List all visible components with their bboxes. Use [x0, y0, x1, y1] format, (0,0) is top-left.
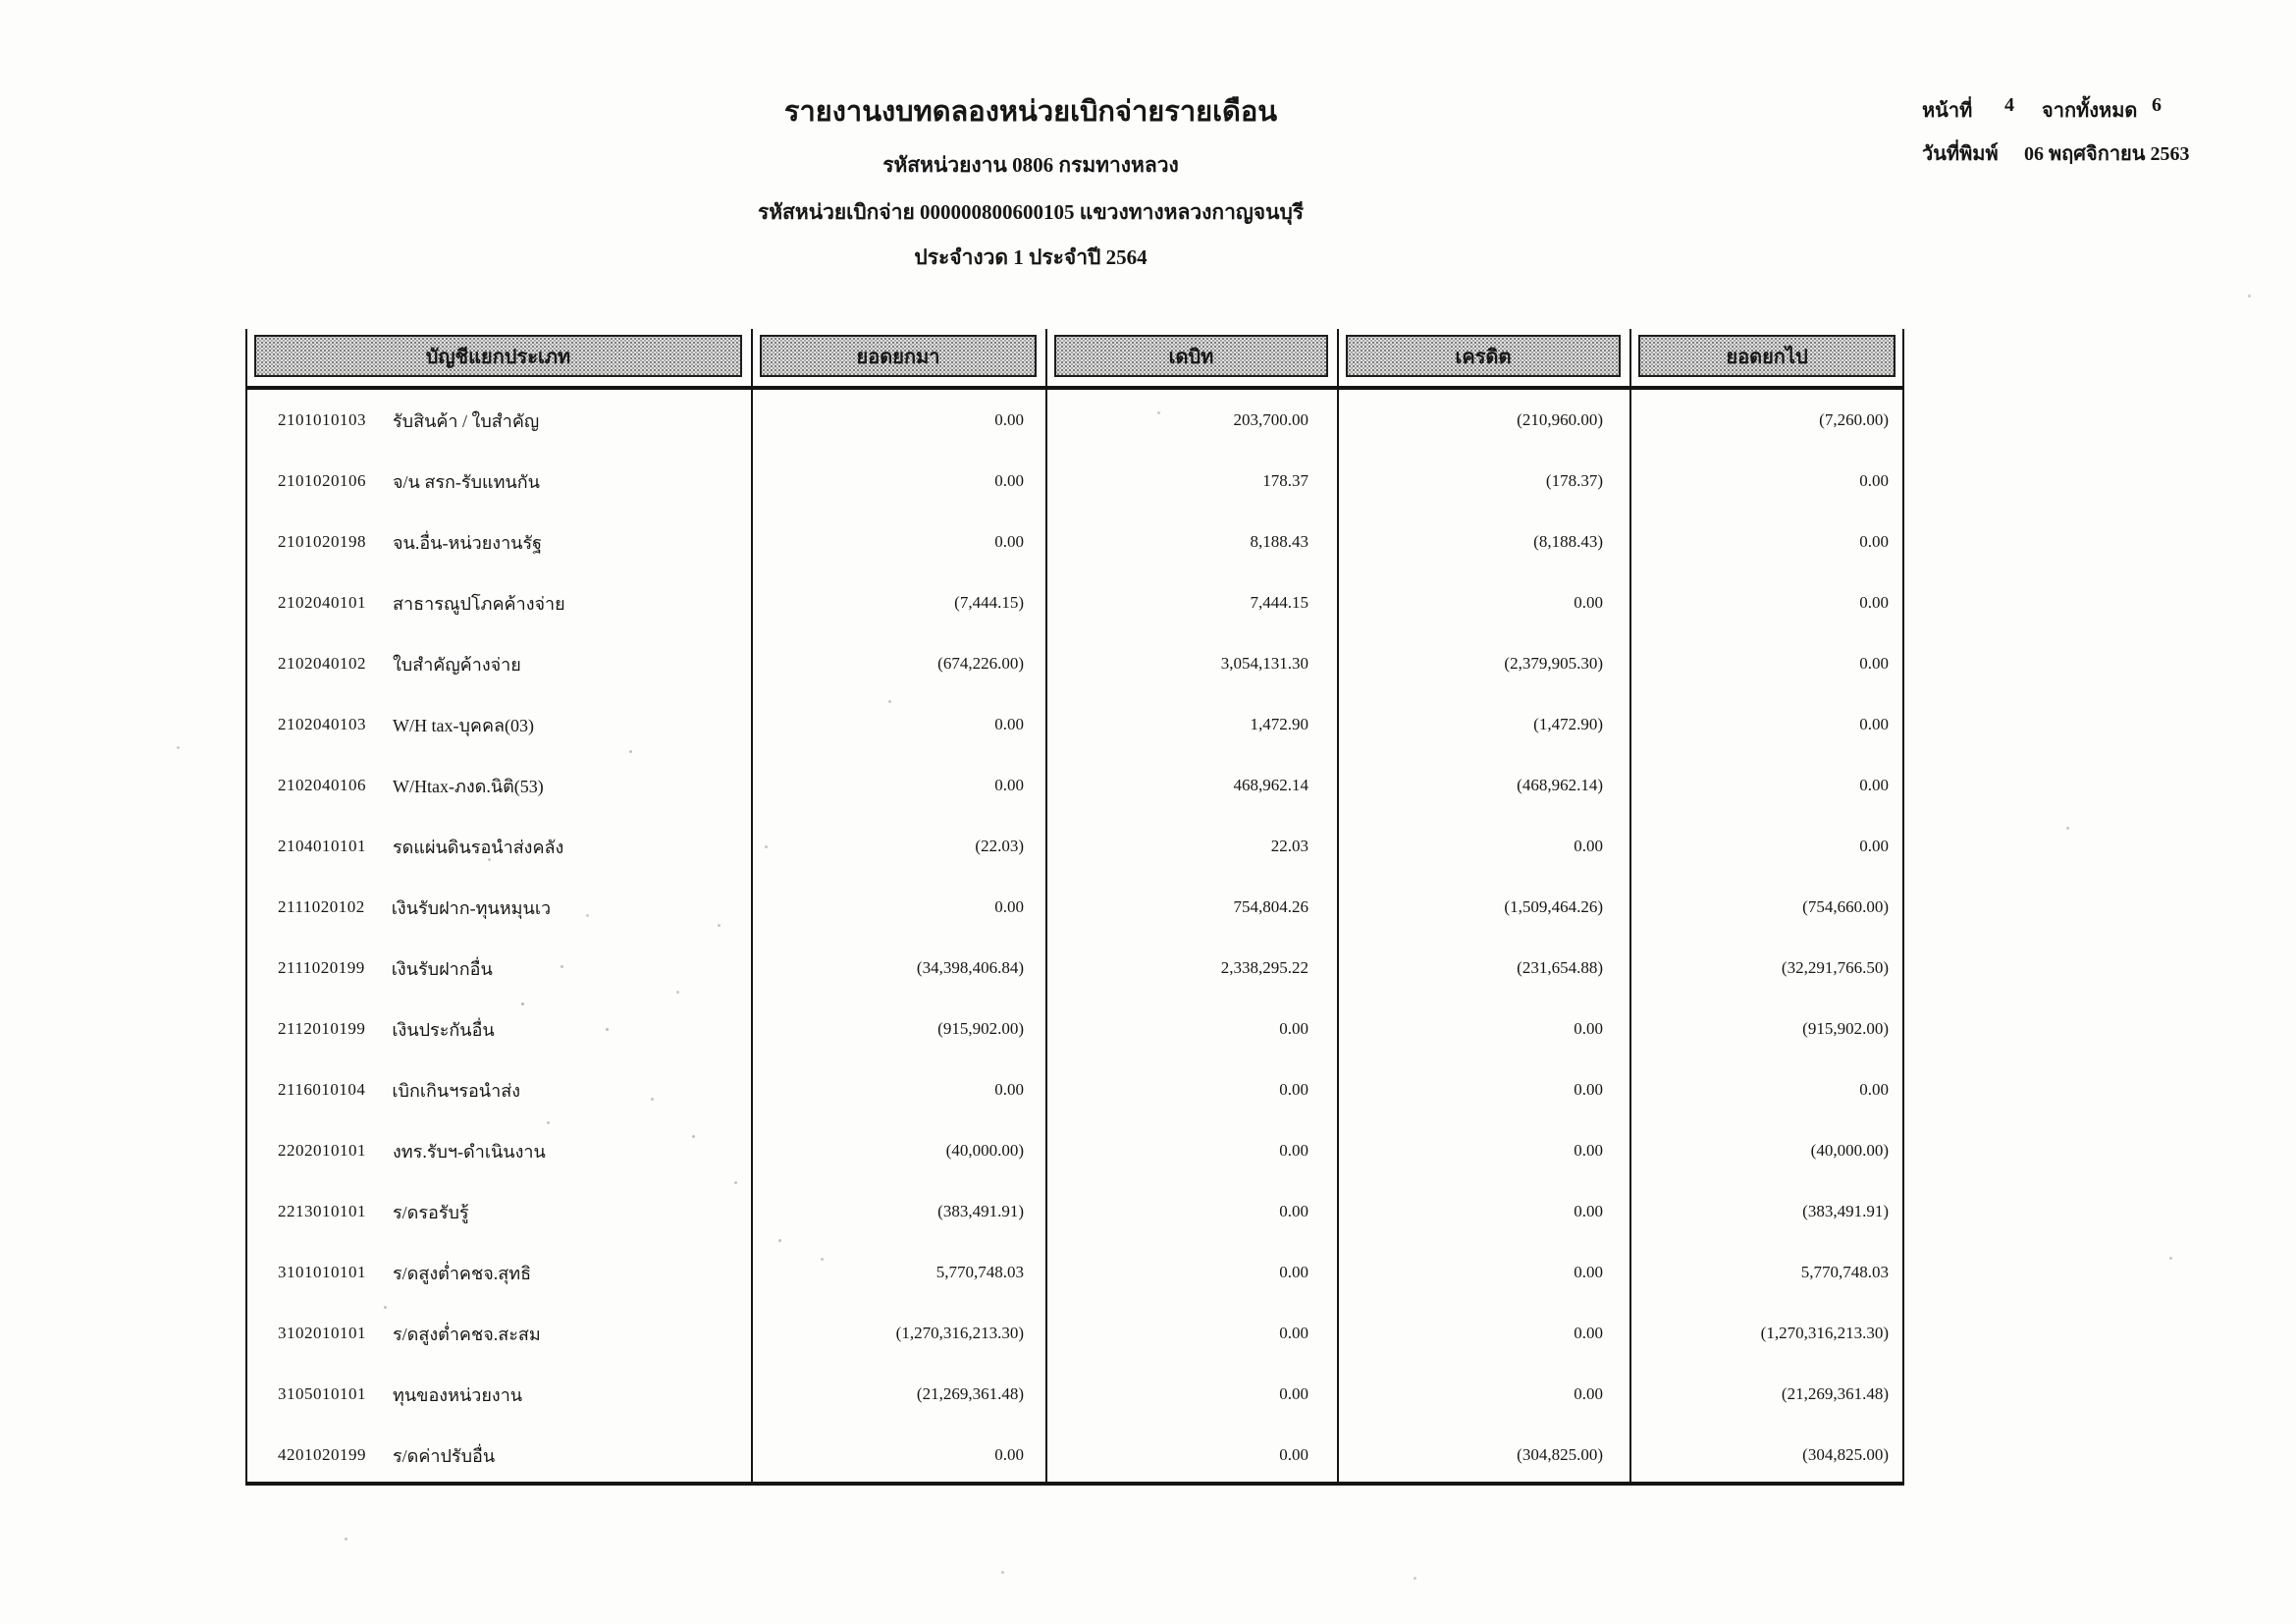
beginning-balance-value: (383,491.91) [937, 1202, 1024, 1220]
table-body [245, 390, 1904, 1486]
beginning-balance-value: (34,398,406.84) [916, 958, 1024, 977]
gl-account-cell [245, 772, 751, 800]
gl-account-cell [245, 467, 751, 496]
beginning-balance-value: (674,226.00) [937, 654, 1024, 673]
table-border-right [1902, 329, 1904, 1482]
total-pages: 6 [2152, 94, 2162, 116]
debit-value: 754,804.26 [1233, 897, 1308, 916]
credit-value: 0.00 [1574, 1202, 1603, 1220]
ending-balance-value: (32,291,766.50) [1781, 958, 1889, 977]
ending-balance-value: 0.00 [1859, 837, 1889, 855]
account-code: 2101010103 [278, 410, 366, 429]
gl-account-cell [245, 1441, 751, 1470]
column-header-gl-account: บัญชีแยกประเภท [254, 335, 742, 377]
debit-value: 0.00 [1279, 1384, 1308, 1403]
debit-value: 0.00 [1279, 1263, 1308, 1281]
account-name: W/H tax-บุคคล(03) [393, 715, 534, 735]
account-name: รับสินค้า / ใบสำคัญ [393, 410, 540, 431]
account-code: 2102040103 [278, 715, 366, 733]
ending-balance-value: (754,660.00) [1802, 897, 1889, 916]
table-row [245, 1425, 1904, 1486]
account-name: ร/ดค่าปรับอื่น [393, 1445, 496, 1466]
account-code: 2102040102 [278, 654, 366, 673]
account-name: งทร.รับฯ-ดำเนินงาน [393, 1141, 546, 1162]
print-date: 06 พฤศจิกายน 2563 [2024, 143, 2190, 165]
debit-value: 178.37 [1262, 471, 1308, 490]
table-row [245, 694, 1904, 755]
gl-account-cell [245, 1198, 751, 1226]
credit-value: (304,825.00) [1517, 1445, 1603, 1464]
account-name: ร/ดรอรับรู้ [393, 1202, 469, 1222]
debit-value: 0.00 [1279, 1019, 1308, 1038]
column-divider-3 [1337, 329, 1339, 1482]
credit-value: (1,509,464.26) [1504, 897, 1603, 916]
account-name: เงินรับฝาก-ทุนหมุนเว [391, 897, 552, 918]
table-row [245, 1120, 1904, 1181]
account-name: เงินประกันอื่น [392, 1019, 495, 1040]
ending-balance-value: 0.00 [1859, 593, 1889, 612]
header-cell-credit [1337, 329, 1629, 386]
table-row [245, 877, 1904, 938]
gl-account-cell [245, 1259, 751, 1287]
credit-value: 0.00 [1574, 1141, 1603, 1160]
debit-value: 7,444.15 [1250, 593, 1308, 612]
table-row [245, 451, 1904, 512]
beginning-balance-value: (22.03) [975, 837, 1024, 855]
debit-value: 468,962.14 [1233, 776, 1308, 794]
gl-account-cell [245, 711, 751, 739]
account-name: W/Htax-ภงด.นิติ(53) [393, 776, 544, 796]
debit-value: 2,338,295.22 [1220, 958, 1308, 977]
account-name: รดแผ่นดินรอนำส่งคลัง [393, 837, 564, 857]
gl-account-cell [245, 589, 751, 618]
beginning-balance-value: (915,902.00) [937, 1019, 1024, 1038]
debit-value: 0.00 [1279, 1202, 1308, 1220]
gl-account-cell [245, 406, 751, 435]
credit-value: 0.00 [1574, 837, 1603, 855]
debit-value: 8,188.43 [1250, 532, 1308, 551]
column-header-debit: เดบิท [1054, 335, 1328, 377]
account-code: 2102040106 [278, 776, 366, 794]
ending-balance-value: 0.00 [1859, 1080, 1889, 1099]
beginning-balance-value: 0.00 [994, 776, 1024, 794]
header-cell-gl-account [245, 329, 751, 386]
account-code: 2101020198 [278, 532, 366, 551]
beginning-balance-value: 0.00 [994, 715, 1024, 733]
table-row [245, 1181, 1904, 1242]
ending-balance-value: (304,825.00) [1802, 1445, 1889, 1464]
ending-balance-value: (1,270,316,213.30) [1760, 1324, 1889, 1342]
gl-account-cell [245, 1380, 751, 1409]
account-code: 2104010101 [278, 837, 366, 855]
report-title: รายงานงบทดลองหน่วยเบิกจ่ายรายเดือน [783, 96, 1278, 128]
gl-account-cell [245, 954, 751, 983]
gl-account-cell [245, 1137, 751, 1165]
account-code: 2111020199 [278, 958, 365, 977]
print-date-label: วันที่พิมพ์ [1922, 143, 1999, 165]
account-name: สาธารณูปโภคค้างจ่าย [393, 593, 565, 614]
credit-value: (210,960.00) [1517, 410, 1603, 429]
column-header-beginning-balance: ยอดยกมา [760, 335, 1037, 377]
gl-account-cell [245, 893, 751, 922]
table-border-left [245, 329, 247, 1482]
credit-value: (178.37) [1545, 471, 1603, 490]
column-divider-1 [751, 329, 753, 1482]
trial-balance-table [245, 329, 1904, 1486]
credit-value: 0.00 [1574, 1384, 1603, 1403]
table-row [245, 999, 1904, 1059]
debit-value: 0.00 [1279, 1324, 1308, 1342]
account-name: เงินรับฝากอื่น [391, 958, 493, 979]
table-row [245, 633, 1904, 694]
beginning-balance-value: 0.00 [994, 410, 1024, 429]
gl-account-cell [245, 528, 751, 557]
ending-balance-value: (383,491.91) [1802, 1202, 1889, 1220]
ending-balance-value: (40,000.00) [1810, 1141, 1889, 1160]
account-code: 4201020199 [278, 1445, 366, 1464]
ending-balance-value: 0.00 [1859, 654, 1889, 673]
table-row [245, 512, 1904, 572]
header-cell-ending-balance [1629, 329, 1904, 386]
debit-value: 3,054,131.30 [1220, 654, 1308, 673]
scan-noise [521, 1002, 524, 1005]
credit-value: (1,472.90) [1533, 715, 1603, 733]
account-name: ใบสำคัญค้างจ่าย [393, 654, 521, 675]
column-header-ending-balance: ยอดยกไป [1638, 335, 1896, 377]
debit-value: 203,700.00 [1233, 410, 1308, 429]
beginning-balance-value: (21,269,361.48) [916, 1384, 1024, 1403]
ending-balance-value: 5,770,748.03 [1800, 1263, 1889, 1281]
gl-account-cell [245, 833, 751, 861]
total-pages-label: จากทั้งหมด [2042, 100, 2138, 122]
ending-balance-value: (21,269,361.48) [1781, 1384, 1889, 1403]
table-header-row [245, 329, 1904, 390]
beginning-balance-value: (1,270,316,213.30) [895, 1324, 1024, 1342]
account-name: จ/น สรก-รับแทนกัน [393, 471, 540, 492]
beginning-balance-value: 0.00 [994, 1080, 1024, 1099]
credit-value: 0.00 [1574, 593, 1603, 612]
credit-value: (468,962.14) [1517, 776, 1603, 794]
table-row [245, 938, 1904, 999]
table-row [245, 1242, 1904, 1303]
column-divider-2 [1045, 329, 1047, 1482]
table-row [245, 572, 1904, 633]
account-code: 2111020102 [278, 897, 365, 916]
credit-value: (2,379,905.30) [1504, 654, 1603, 673]
credit-value: 0.00 [1574, 1080, 1603, 1099]
credit-value: 0.00 [1574, 1019, 1603, 1038]
debit-value: 0.00 [1279, 1080, 1308, 1099]
account-code: 2116010104 [278, 1080, 366, 1099]
debit-value: 22.03 [1270, 837, 1308, 855]
agency-code-line: รหัสหน่วยงาน 0806 กรมทางหลวง [882, 153, 1179, 177]
beginning-balance-value: 0.00 [994, 897, 1024, 916]
gl-account-cell [245, 1076, 751, 1105]
header-cell-debit [1045, 329, 1337, 386]
gl-account-cell [245, 1320, 751, 1348]
ending-balance-value: (7,260.00) [1819, 410, 1889, 429]
account-code: 3102010101 [278, 1324, 366, 1342]
table-row [245, 1059, 1904, 1120]
table-row [245, 390, 1904, 451]
table-border-bottom [245, 1482, 1904, 1486]
beginning-balance-value: (7,444.15) [954, 593, 1024, 612]
account-code: 2202010101 [278, 1141, 366, 1160]
account-name: ทุนของหน่วยงาน [393, 1384, 523, 1405]
beginning-balance-value: 0.00 [994, 532, 1024, 551]
column-divider-4 [1629, 329, 1631, 1482]
account-code: 2101020106 [278, 471, 366, 490]
credit-value: (231,654.88) [1517, 958, 1603, 977]
ending-balance-value: 0.00 [1859, 471, 1889, 490]
disbursement-unit-line: รหัสหน่วยเบิกจ่าย 000000800600105 แขวงทางหลวงกาญจนบุรี [757, 200, 1305, 224]
period-line: ประจำงวด 1 ประจำปี 2564 [914, 245, 1148, 269]
ending-balance-value: (915,902.00) [1802, 1019, 1889, 1038]
account-code: 2112010199 [278, 1019, 366, 1038]
page-number: 4 [2004, 94, 2014, 116]
debit-value: 0.00 [1279, 1445, 1308, 1464]
table-row [245, 755, 1904, 816]
account-name: เบิกเกินฯรอนำส่ง [392, 1080, 520, 1101]
gl-account-cell [245, 650, 751, 678]
credit-value: 0.00 [1574, 1324, 1603, 1342]
credit-value: 0.00 [1574, 1263, 1603, 1281]
credit-value: (8,188.43) [1533, 532, 1603, 551]
beginning-balance-value: 0.00 [994, 471, 1024, 490]
column-header-credit: เครดิต [1346, 335, 1621, 377]
account-name: ร/ดสูงต่ำคชจ.สะสม [393, 1324, 541, 1344]
account-code: 3105010101 [278, 1384, 366, 1403]
beginning-balance-value: (40,000.00) [945, 1141, 1024, 1160]
header-cell-beginning-balance [751, 329, 1045, 386]
account-name: ร/ดสูงต่ำคชจ.สุทธิ [393, 1263, 532, 1283]
debit-value: 0.00 [1279, 1141, 1308, 1160]
account-code: 2102040101 [278, 593, 366, 612]
table-row [245, 1364, 1904, 1425]
table-row [245, 816, 1904, 877]
gl-account-cell [245, 1015, 751, 1044]
debit-value: 1,472.90 [1250, 715, 1308, 733]
account-code: 3101010101 [278, 1263, 366, 1281]
ending-balance-value: 0.00 [1859, 776, 1889, 794]
ending-balance-value: 0.00 [1859, 532, 1889, 551]
table-row [245, 1303, 1904, 1364]
page-label: หน้าที่ [1922, 100, 1973, 122]
beginning-balance-value: 5,770,748.03 [935, 1263, 1024, 1281]
ending-balance-value: 0.00 [1859, 715, 1889, 733]
account-name: จน.อื่น-หน่วยงานรัฐ [393, 532, 543, 553]
beginning-balance-value: 0.00 [994, 1445, 1024, 1464]
account-code: 2213010101 [278, 1202, 366, 1220]
